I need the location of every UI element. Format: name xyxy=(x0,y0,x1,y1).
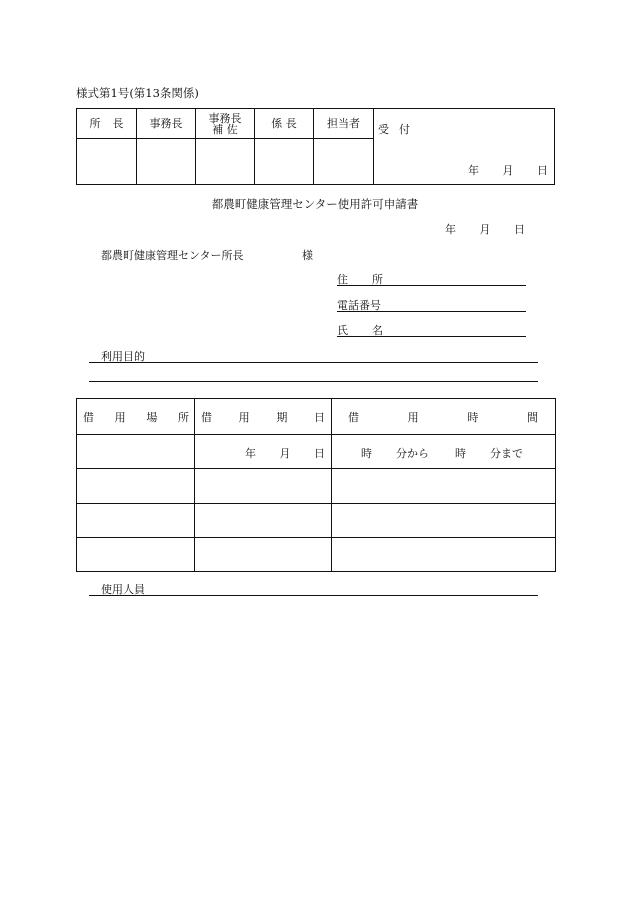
form-number: 様式第1号(第13条関係) xyxy=(76,86,199,100)
usage-table xyxy=(76,398,556,572)
name-label-char-1: 名 xyxy=(372,324,383,337)
approval-col-office-manager[interactable] xyxy=(137,109,196,184)
approval-col-director[interactable] xyxy=(77,109,137,184)
approval-head-office-manager xyxy=(137,109,195,139)
header-place-text-char-3: 所 xyxy=(177,411,189,424)
header-time-text-char-0: 借 xyxy=(348,411,359,424)
header-time-text-char-2: 時 xyxy=(467,411,479,424)
header-place xyxy=(83,409,189,425)
approval-head-section-chief xyxy=(255,109,313,139)
date-cell-1[interactable] xyxy=(245,445,325,461)
attendees-field[interactable] xyxy=(89,581,538,596)
address-field[interactable] xyxy=(337,271,526,286)
application-date[interactable] xyxy=(445,221,525,237)
purpose-field-line-2[interactable] xyxy=(89,367,538,382)
document-title: 都農町健康管理センター使用許可申請書 xyxy=(211,197,419,211)
header-time-text-char-1: 用 xyxy=(407,411,419,424)
header-date-text-char-3: 日 xyxy=(313,411,325,424)
application-month: 月 xyxy=(479,223,491,236)
name-field[interactable] xyxy=(337,322,526,337)
time-cell-4[interactable] xyxy=(332,538,554,571)
address-label-char-0: 住 xyxy=(337,273,348,286)
time-cell-3[interactable] xyxy=(332,504,554,537)
header-place-text-char-1: 用 xyxy=(114,411,126,424)
director-label-char-0: 所 xyxy=(89,117,101,130)
place-cell-3[interactable] xyxy=(77,504,194,537)
approval-col-staff[interactable] xyxy=(314,109,374,184)
section-chief-label: 係 長 xyxy=(271,117,297,130)
receipt-date[interactable] xyxy=(468,162,548,178)
header-time xyxy=(348,409,538,425)
name-label-char-0: 氏 xyxy=(337,324,348,337)
assistant-manager-label-1: 事務長 xyxy=(208,111,242,125)
office-manager-label: 事務長 xyxy=(149,117,183,130)
date-year: 年 xyxy=(245,447,256,460)
phone-label: 電話番号 xyxy=(337,299,381,312)
phone-field[interactable] xyxy=(337,297,526,312)
date-cell-3[interactable] xyxy=(195,504,331,537)
time-to-hour: 時 xyxy=(455,447,466,460)
place-cell-2[interactable] xyxy=(77,469,194,503)
address-label-char-1: 所 xyxy=(372,273,383,286)
header-time-text-char-3: 間 xyxy=(526,411,538,424)
assistant-manager-label-2: 補 佐 xyxy=(212,122,238,136)
place-cell-1[interactable] xyxy=(77,435,194,468)
date-month: 月 xyxy=(279,447,291,460)
purpose-field[interactable] xyxy=(89,348,538,363)
application-day: 日 xyxy=(514,223,525,236)
place-cell-4[interactable] xyxy=(77,538,194,571)
approval-head-assistant-manager xyxy=(196,109,254,139)
time-from-min: 分から xyxy=(396,447,429,460)
header-date-text-char-0: 借 xyxy=(201,411,212,424)
approval-head-staff xyxy=(314,109,373,139)
director-label-char-1: 長 xyxy=(112,117,124,130)
time-cell-2[interactable] xyxy=(332,469,554,503)
addressee-name: 都農町健康管理センター所長 xyxy=(101,249,244,262)
receipt-month: 月 xyxy=(502,164,514,177)
attendees-label: 使用人員 xyxy=(101,583,145,596)
header-date-text-char-2: 期 xyxy=(276,411,288,424)
approval-head-director xyxy=(77,109,136,139)
time-from-hour: 時 xyxy=(361,447,372,460)
approval-col-assistant-manager[interactable] xyxy=(196,109,255,184)
header-place-text-char-0: 借 xyxy=(83,411,94,424)
receipt-label: 受付 xyxy=(378,123,420,136)
header-place-text-char-2: 場 xyxy=(146,411,158,424)
receipt-day: 日 xyxy=(537,164,548,177)
time-to-min: 分まで xyxy=(490,447,523,460)
date-cell-4[interactable] xyxy=(195,538,331,571)
approval-col-section-chief[interactable] xyxy=(255,109,314,184)
purpose-label: 利用目的 xyxy=(101,350,145,363)
application-year: 年 xyxy=(445,223,456,236)
header-date-text-char-1: 用 xyxy=(238,411,250,424)
date-day: 日 xyxy=(314,447,325,460)
date-cell-2[interactable] xyxy=(195,469,331,503)
addressee-honorific: 様 xyxy=(302,249,313,262)
receipt-year: 年 xyxy=(468,164,479,177)
staff-label: 担当者 xyxy=(327,117,360,130)
header-date xyxy=(201,409,325,425)
